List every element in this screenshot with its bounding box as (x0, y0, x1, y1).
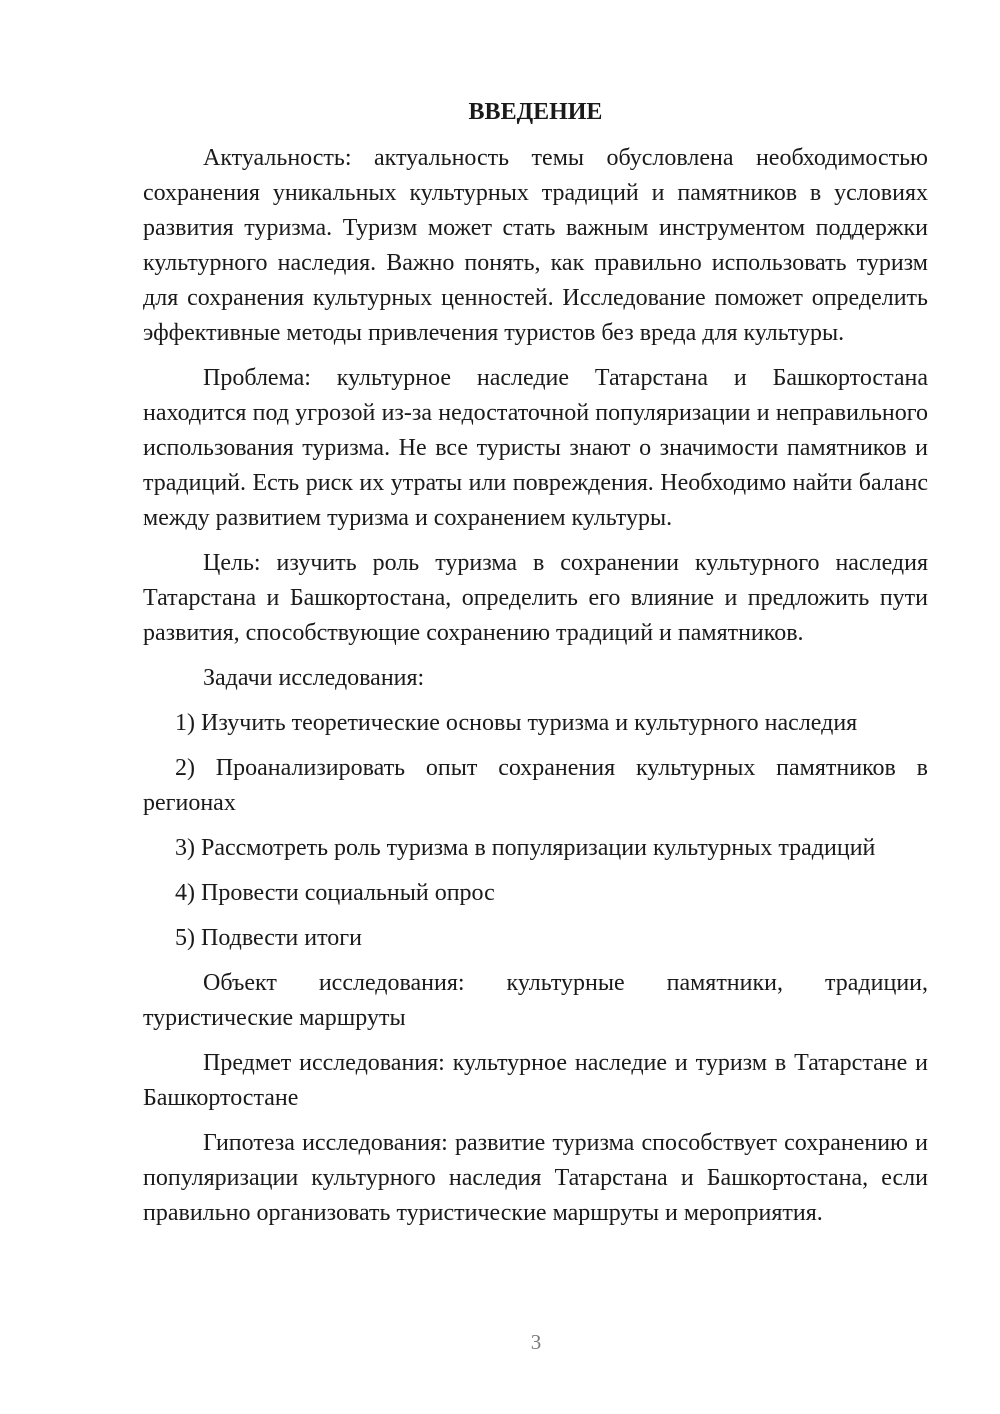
tasks-heading: Задачи исследования: (203, 665, 425, 691)
page-number: 3 (530, 1330, 542, 1354)
problem-paragraph: Проблема: культурное наследие Татарстана и Башкортостана находится под угрозой из-за недостаточной популяризации и неправильного использования туризма. Не все туристы знают о значимости памятников и традиций. Есть риск их утраты или повреждения. Необходимо найти баланс между развитием туризма и сохранением культуры. (143, 365, 928, 531)
task-item-5: 5) Подвести итоги (175, 925, 362, 951)
hypothesis-paragraph: Гипотеза исследования: развитие туризма способствует сохранению и популяризации культурного наследия Татарстана и Башкортостана, если правильно организовать туристические маршруты и мероприятия. (143, 1130, 928, 1226)
relevance-paragraph: Актуальность: актуальность темы обусловлена необходимостью сохранения уникальных культурных традиций и памятников в условиях развития туризма. Туризм может стать важным инструментом поддержки культурного наследия. Важно понять, как правильно использовать туризм для сохранения культурных ценностей. Исследование поможет определить эффективные методы привлечения туристов без вреда для культуры. (143, 145, 928, 346)
goal-paragraph: Цель: изучить роль туризма в сохранении культурного наследия Татарстана и Башкортостана, определить его влияние и предложить пути развития, способствующие сохранению традиций и памятников. (143, 550, 928, 646)
task-item-1: 1) Изучить теоретические основы туризма и культурного наследия (175, 710, 858, 736)
page-title: ВВЕДЕНИЕ (468, 99, 603, 125)
subject-paragraph: Предмет исследования: культурное наследие и туризм в Татарстане и Башкортостане (143, 1050, 928, 1111)
task-item-2: 2) Проанализировать опыт сохранения культурных памятников в регионах (143, 755, 928, 816)
page-content (143, 95, 928, 1241)
task-item-4: 4) Провести социальный опрос (175, 880, 495, 906)
object-paragraph: Объект исследования: культурные памятники, традиции, туристические маршруты (143, 970, 928, 1031)
task-item-3: 3) Рассмотреть роль туризма в популяризации культурных традиций (175, 835, 876, 861)
